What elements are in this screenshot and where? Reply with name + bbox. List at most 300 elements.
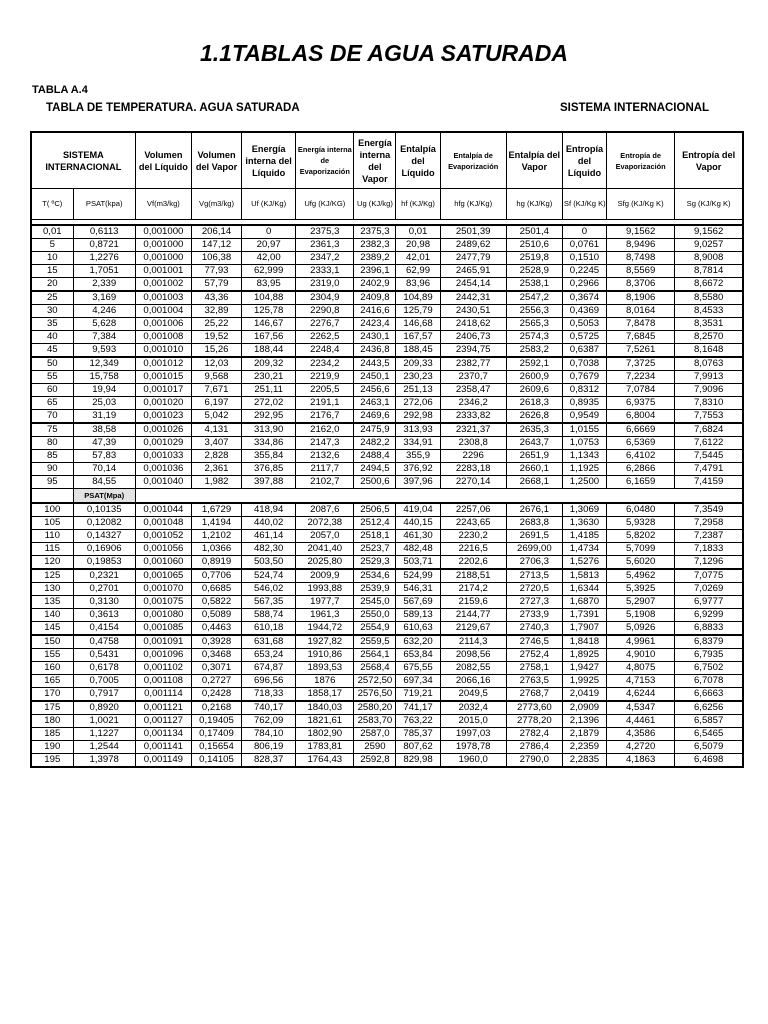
table-cell: 1,1925 bbox=[562, 463, 606, 476]
table-cell: 150 bbox=[31, 635, 73, 649]
table-cell: 6,6669 bbox=[607, 423, 675, 437]
table-cell: 1,5276 bbox=[562, 556, 606, 570]
table-cell: 2114,3 bbox=[440, 635, 506, 649]
table-cell: 610,63 bbox=[396, 622, 440, 636]
table-cell: 145 bbox=[31, 622, 73, 636]
table-cell: 75 bbox=[31, 423, 73, 437]
table-cell: 2500,6 bbox=[354, 476, 396, 489]
table-cell: 2436,8 bbox=[354, 344, 396, 358]
table-row bbox=[31, 649, 743, 662]
table-cell: 1,1227 bbox=[73, 728, 135, 741]
table-cell: 2009,9 bbox=[296, 569, 354, 583]
unit-system-label: SISTEMA INTERNACIONAL bbox=[560, 102, 710, 114]
table-cell: 2,1396 bbox=[562, 715, 606, 728]
table-cell: 2057,0 bbox=[296, 530, 354, 543]
table-cell: 2592,1 bbox=[506, 357, 562, 371]
table-cell: 376,85 bbox=[242, 463, 296, 476]
table-cell: 1,6344 bbox=[562, 583, 606, 596]
unit-header-cell: hg (KJ/Kg) bbox=[506, 189, 562, 220]
table-cell: 807,62 bbox=[396, 741, 440, 754]
table-cell: 631,68 bbox=[242, 635, 296, 649]
table-cell: 5,3925 bbox=[607, 583, 675, 596]
table-cell: 0,6113 bbox=[73, 225, 135, 239]
table-cell: 6,1659 bbox=[607, 476, 675, 489]
table-cell: 2450,1 bbox=[354, 371, 396, 384]
table-cell: 2,361 bbox=[191, 463, 241, 476]
table-cell: 6,5369 bbox=[607, 437, 675, 450]
table-row bbox=[31, 252, 743, 265]
table-cell: 6,4102 bbox=[607, 450, 675, 463]
table-cell: 440,15 bbox=[396, 517, 440, 530]
table-cell: 8,0763 bbox=[675, 357, 743, 371]
table-cell: 0,001000 bbox=[135, 225, 191, 239]
table-cell: 1,0021 bbox=[73, 715, 135, 728]
table-cell: 0,001012 bbox=[135, 357, 191, 371]
table-cell: 0,8721 bbox=[73, 239, 135, 252]
table-cell: 0,001020 bbox=[135, 397, 191, 410]
table-row bbox=[31, 662, 743, 675]
table-cell: 292,95 bbox=[242, 410, 296, 424]
table-cell: 2475,9 bbox=[354, 423, 396, 437]
table-cell: 0,8920 bbox=[73, 701, 135, 715]
table-cell: 42,00 bbox=[242, 252, 296, 265]
table-cell: 2205,5 bbox=[296, 384, 354, 397]
table-cell: 8,9008 bbox=[675, 252, 743, 265]
table-cell: 0,7038 bbox=[562, 357, 606, 371]
table-cell: 397,88 bbox=[242, 476, 296, 489]
table-cell: 2,339 bbox=[73, 278, 135, 292]
table-cell: 167,57 bbox=[396, 331, 440, 344]
table-cell: 90 bbox=[31, 463, 73, 476]
table-cell: 0,001065 bbox=[135, 569, 191, 583]
table-cell: 829,98 bbox=[396, 754, 440, 768]
table-cell: 0,16906 bbox=[73, 543, 135, 556]
table-cell: 2333,82 bbox=[440, 410, 506, 424]
table-cell: 0,001008 bbox=[135, 331, 191, 344]
table-cell: 7,2234 bbox=[607, 371, 675, 384]
table-cell: 1783,81 bbox=[296, 741, 354, 754]
table-cell: 6,9299 bbox=[675, 609, 743, 622]
table-row bbox=[31, 609, 743, 622]
table-cell: 524,99 bbox=[396, 569, 440, 583]
table-cell: 125 bbox=[31, 569, 73, 583]
table-cell: 1,0366 bbox=[191, 543, 241, 556]
table-cell: 25,22 bbox=[191, 318, 241, 331]
table-cell: 12,03 bbox=[191, 357, 241, 371]
table-cell: 2699,00 bbox=[506, 543, 562, 556]
table-cell: 7,671 bbox=[191, 384, 241, 397]
table-cell: 1,2276 bbox=[73, 252, 135, 265]
table-cell: 0,7679 bbox=[562, 371, 606, 384]
table-cell: 2290,8 bbox=[296, 305, 354, 318]
table-id: TABLA A.4 bbox=[32, 84, 88, 96]
table-cell: 589,13 bbox=[396, 609, 440, 622]
table-cell: 2626,8 bbox=[506, 410, 562, 424]
table-cell: 0,001010 bbox=[135, 344, 191, 358]
header-vf: Volumen del Líquido bbox=[135, 132, 191, 189]
table-cell: 0,001096 bbox=[135, 649, 191, 662]
table-cell: 2216,5 bbox=[440, 543, 506, 556]
table-cell: 272,06 bbox=[396, 397, 440, 410]
table-row bbox=[31, 225, 743, 239]
table-cell: 0,2168 bbox=[191, 701, 241, 715]
table-row bbox=[31, 331, 743, 344]
table-cell: 77,93 bbox=[191, 265, 241, 278]
table-cell: 251,11 bbox=[242, 384, 296, 397]
table-cell: 188,45 bbox=[396, 344, 440, 358]
table-cell: 0,4463 bbox=[191, 622, 241, 636]
table-cell: 2358,47 bbox=[440, 384, 506, 397]
unit-header-cell: Vf(m3/kg) bbox=[135, 189, 191, 220]
table-cell: 1,0155 bbox=[562, 423, 606, 437]
table-cell: 0,001108 bbox=[135, 675, 191, 688]
table-cell: 7,9913 bbox=[675, 371, 743, 384]
table-cell: 5,9328 bbox=[607, 517, 675, 530]
table-cell: 2347,2 bbox=[296, 252, 354, 265]
table-cell: 418,94 bbox=[242, 503, 296, 517]
table-cell: 38,58 bbox=[73, 423, 135, 437]
table-cell: 5,628 bbox=[73, 318, 135, 331]
table-cell: 6,6256 bbox=[675, 701, 743, 715]
table-cell: 482,30 bbox=[242, 543, 296, 556]
table-cell: 1,4185 bbox=[562, 530, 606, 543]
table-cell: 0,19405 bbox=[191, 715, 241, 728]
table-cell: 2609,6 bbox=[506, 384, 562, 397]
table-cell: 120 bbox=[31, 556, 73, 570]
table-cell: 1,7907 bbox=[562, 622, 606, 636]
table-cell: 9,1562 bbox=[675, 225, 743, 239]
table-cell: 6,8379 bbox=[675, 635, 743, 649]
table-cell: 0,7917 bbox=[73, 688, 135, 702]
table-cell: 785,37 bbox=[396, 728, 440, 741]
table-cell: 2668,1 bbox=[506, 476, 562, 489]
table-cell: 2559,5 bbox=[354, 635, 396, 649]
table-cell: 230,21 bbox=[242, 371, 296, 384]
table-cell: 8,4533 bbox=[675, 305, 743, 318]
table-cell: 653,24 bbox=[242, 649, 296, 662]
header-sg: Entropía del Vapor bbox=[675, 132, 743, 189]
table-row bbox=[31, 556, 743, 570]
table-cell: 8,7814 bbox=[675, 265, 743, 278]
table-cell: 2501,39 bbox=[440, 225, 506, 239]
table-cell: 2528,9 bbox=[506, 265, 562, 278]
table-cell: 0 bbox=[562, 225, 606, 239]
table-cell: 440,02 bbox=[242, 517, 296, 530]
table-cell: 503,71 bbox=[396, 556, 440, 570]
table-cell: 5,2907 bbox=[607, 596, 675, 609]
table-cell: 6,9375 bbox=[607, 397, 675, 410]
table-cell: 7,0269 bbox=[675, 583, 743, 596]
table-cell: 9,1562 bbox=[607, 225, 675, 239]
table-cell: 7,384 bbox=[73, 331, 135, 344]
table-cell: 209,32 bbox=[242, 357, 296, 371]
table-cell: 1961,3 bbox=[296, 609, 354, 622]
table-row bbox=[31, 688, 743, 702]
table-cell: 272,02 bbox=[242, 397, 296, 410]
table-cell: 7,4159 bbox=[675, 476, 743, 489]
table-cell: 2554,9 bbox=[354, 622, 396, 636]
table-row bbox=[31, 596, 743, 609]
table-cell: 0,6178 bbox=[73, 662, 135, 675]
table-cell: 57,79 bbox=[191, 278, 241, 292]
table-cell: 6,4698 bbox=[675, 754, 743, 768]
table-cell: 2469,6 bbox=[354, 410, 396, 424]
table-cell: 12,349 bbox=[73, 357, 135, 371]
table-cell: 5,0926 bbox=[607, 622, 675, 636]
table-row bbox=[31, 291, 743, 305]
table-row bbox=[31, 450, 743, 463]
table-cell: 0,001127 bbox=[135, 715, 191, 728]
table-cell: 6,0480 bbox=[607, 503, 675, 517]
table-cell: 2049,5 bbox=[440, 688, 506, 702]
table-cell: 2706,3 bbox=[506, 556, 562, 570]
table-cell: 0,001026 bbox=[135, 423, 191, 437]
table-cell: 1,5813 bbox=[562, 569, 606, 583]
table-cell: 2,828 bbox=[191, 450, 241, 463]
table-cell: 2098,56 bbox=[440, 649, 506, 662]
table-cell: 0,001070 bbox=[135, 583, 191, 596]
table-cell: 0,001102 bbox=[135, 662, 191, 675]
table-cell: 2538,1 bbox=[506, 278, 562, 292]
table-cell: 2574,3 bbox=[506, 331, 562, 344]
table-cell: 4,8075 bbox=[607, 662, 675, 675]
table-cell: 2147,3 bbox=[296, 437, 354, 450]
table-cell: 0,14105 bbox=[191, 754, 241, 768]
table-cell: 697,34 bbox=[396, 675, 440, 688]
table-cell: 85 bbox=[31, 450, 73, 463]
table-cell: 251,13 bbox=[396, 384, 440, 397]
table-cell: 2547,2 bbox=[506, 291, 562, 305]
table-cell: 2752,4 bbox=[506, 649, 562, 662]
header-hfg: Entalpía de Evaporización bbox=[440, 132, 506, 189]
table-cell: 0,001040 bbox=[135, 476, 191, 489]
table-cell: 2,0909 bbox=[562, 701, 606, 715]
table-cell: 0,4154 bbox=[73, 622, 135, 636]
table-cell: 2159,6 bbox=[440, 596, 506, 609]
table-cell: 105 bbox=[31, 517, 73, 530]
table-cell: 2117,7 bbox=[296, 463, 354, 476]
table-cell: 0,001114 bbox=[135, 688, 191, 702]
table-cell: 9,0257 bbox=[675, 239, 743, 252]
table-cell: 0,001015 bbox=[135, 371, 191, 384]
table-cell: 6,9777 bbox=[675, 596, 743, 609]
table-cell: 2482,2 bbox=[354, 437, 396, 450]
table-cell: 0,3130 bbox=[73, 596, 135, 609]
table-cell: 1944,72 bbox=[296, 622, 354, 636]
table-cell: 206,14 bbox=[191, 225, 241, 239]
table-cell: 740,17 bbox=[242, 701, 296, 715]
table-cell: 0,001085 bbox=[135, 622, 191, 636]
table-cell: 0,001048 bbox=[135, 517, 191, 530]
table-cell: 0,001006 bbox=[135, 318, 191, 331]
table-row bbox=[31, 437, 743, 450]
table-cell: 83,96 bbox=[396, 278, 440, 292]
table-cell: 675,55 bbox=[396, 662, 440, 675]
table-row bbox=[31, 583, 743, 596]
table-cell: 2592,8 bbox=[354, 754, 396, 768]
table-cell: 2072,38 bbox=[296, 517, 354, 530]
table-cell: 1,8925 bbox=[562, 649, 606, 662]
table-cell: 2430,51 bbox=[440, 305, 506, 318]
header-hf: Entalpía del Líquido bbox=[396, 132, 440, 189]
table-cell: 355,9 bbox=[396, 450, 440, 463]
table-cell: 115 bbox=[31, 543, 73, 556]
table-cell: 2319,0 bbox=[296, 278, 354, 292]
table-cell: 2587,0 bbox=[354, 728, 396, 741]
table-cell: 230,23 bbox=[396, 371, 440, 384]
table-cell: 8,1648 bbox=[675, 344, 743, 358]
table-cell: 0,3928 bbox=[191, 635, 241, 649]
table-cell: 30 bbox=[31, 305, 73, 318]
table-cell: 567,69 bbox=[396, 596, 440, 609]
table-cell: 60 bbox=[31, 384, 73, 397]
table-cell: 2550,0 bbox=[354, 609, 396, 622]
table-cell: 2565,3 bbox=[506, 318, 562, 331]
table-cell: 2132,6 bbox=[296, 450, 354, 463]
table-cell: 2576,50 bbox=[354, 688, 396, 702]
table-cell: 2382,3 bbox=[354, 239, 396, 252]
psat-mpa-label: PSAT(Mpa) bbox=[73, 489, 135, 504]
table-cell: 0,2428 bbox=[191, 688, 241, 702]
table-cell: 2032,4 bbox=[440, 701, 506, 715]
table-cell: 130 bbox=[31, 583, 73, 596]
table-cell: 376,92 bbox=[396, 463, 440, 476]
table-cell: 1,4194 bbox=[191, 517, 241, 530]
table-cell: 2733,9 bbox=[506, 609, 562, 622]
table-cell: 19,94 bbox=[73, 384, 135, 397]
table-cell: 2713,5 bbox=[506, 569, 562, 583]
table-cell: 5,6020 bbox=[607, 556, 675, 570]
table-cell: 2,2835 bbox=[562, 754, 606, 768]
table-cell: 2529,3 bbox=[354, 556, 396, 570]
table-cell: 2443,5 bbox=[354, 357, 396, 371]
table-cell: 135 bbox=[31, 596, 73, 609]
table-cell: 2465,91 bbox=[440, 265, 506, 278]
table-cell: 1,9925 bbox=[562, 675, 606, 688]
header-ufg: Energía interna de Evaporización bbox=[296, 132, 354, 189]
table-cell: 15 bbox=[31, 265, 73, 278]
table-cell: 1,2544 bbox=[73, 741, 135, 754]
table-cell: 2402,9 bbox=[354, 278, 396, 292]
table-cell: 170 bbox=[31, 688, 73, 702]
table-cell: 0,001134 bbox=[135, 728, 191, 741]
table-cell: 2230,2 bbox=[440, 530, 506, 543]
table-cell: 461,14 bbox=[242, 530, 296, 543]
table-row bbox=[31, 543, 743, 556]
table-cell: 6,6663 bbox=[675, 688, 743, 702]
table-cell: 2523,7 bbox=[354, 543, 396, 556]
table-cell: 2676,1 bbox=[506, 503, 562, 517]
table-cell: 2082,55 bbox=[440, 662, 506, 675]
unit-header-cell: Sfg (KJ/Kg K) bbox=[607, 189, 675, 220]
table-cell: 2727,3 bbox=[506, 596, 562, 609]
table-cell: 146,67 bbox=[242, 318, 296, 331]
table-cell: 2763,5 bbox=[506, 675, 562, 688]
table-cell: 20,98 bbox=[396, 239, 440, 252]
table-cell: 2066,16 bbox=[440, 675, 506, 688]
table-cell: 2501,4 bbox=[506, 225, 562, 239]
table-cell: 7,1296 bbox=[675, 556, 743, 570]
table-cell: 0,8312 bbox=[562, 384, 606, 397]
table-cell: 5,1908 bbox=[607, 609, 675, 622]
table-cell: 1821,61 bbox=[296, 715, 354, 728]
table-cell: 2635,3 bbox=[506, 423, 562, 437]
table-cell: 4,4461 bbox=[607, 715, 675, 728]
table-cell: 209,33 bbox=[396, 357, 440, 371]
table-cell: 419,04 bbox=[396, 503, 440, 517]
table-cell: 6,7935 bbox=[675, 649, 743, 662]
table-cell: 57,83 bbox=[73, 450, 135, 463]
table-cell: 2102,7 bbox=[296, 476, 354, 489]
table-cell: 7,8310 bbox=[675, 397, 743, 410]
table-cell: 175 bbox=[31, 701, 73, 715]
table-cell: 7,3725 bbox=[607, 357, 675, 371]
unit-header-cell: Ufg (KJ/KG) bbox=[296, 189, 354, 220]
table-cell: 106,38 bbox=[191, 252, 241, 265]
table-cell: 47,39 bbox=[73, 437, 135, 450]
table-cell: 8,3531 bbox=[675, 318, 743, 331]
table-cell: 2568,4 bbox=[354, 662, 396, 675]
table-cell: 0,001091 bbox=[135, 635, 191, 649]
table-cell: 2406,73 bbox=[440, 331, 506, 344]
table-cell: 719,21 bbox=[396, 688, 440, 702]
table-cell: 1764,43 bbox=[296, 754, 354, 768]
table-cell: 0,001029 bbox=[135, 437, 191, 450]
table-cell: 31,19 bbox=[73, 410, 135, 424]
table-cell: 2773,60 bbox=[506, 701, 562, 715]
table-cell: 2488,4 bbox=[354, 450, 396, 463]
table-cell: 762,09 bbox=[242, 715, 296, 728]
table-cell: 2191,1 bbox=[296, 397, 354, 410]
table-cell: 2,2359 bbox=[562, 741, 606, 754]
table-cell: 80 bbox=[31, 437, 73, 450]
table-cell: 524,74 bbox=[242, 569, 296, 583]
table-cell: 0,001002 bbox=[135, 278, 191, 292]
table-cell: 0,2321 bbox=[73, 569, 135, 583]
table-cell: 5,7099 bbox=[607, 543, 675, 556]
table-cell: 7,3549 bbox=[675, 503, 743, 517]
table-cell: 2396,1 bbox=[354, 265, 396, 278]
table-cell: 45 bbox=[31, 344, 73, 358]
table-cell: 155 bbox=[31, 649, 73, 662]
table-cell: 567,35 bbox=[242, 596, 296, 609]
table-cell: 2583,2 bbox=[506, 344, 562, 358]
table-cell: 19,52 bbox=[191, 331, 241, 344]
table-cell: 0,7005 bbox=[73, 675, 135, 688]
table-cell: 2651,9 bbox=[506, 450, 562, 463]
table-cell: 0,0761 bbox=[562, 239, 606, 252]
table-cell: 0,001052 bbox=[135, 530, 191, 543]
table-cell: 2283,18 bbox=[440, 463, 506, 476]
unit-header-cell: PSAT(kpa) bbox=[73, 189, 135, 220]
table-cell: 20,97 bbox=[242, 239, 296, 252]
table-cell: 7,0784 bbox=[607, 384, 675, 397]
table-cell: 588,74 bbox=[242, 609, 296, 622]
table-cell: 1840,03 bbox=[296, 701, 354, 715]
page-title: 1.1TABLAS DE AGUA SATURADA bbox=[199, 40, 568, 66]
table-cell: 1,3630 bbox=[562, 517, 606, 530]
table-cell: 2041,40 bbox=[296, 543, 354, 556]
table-row bbox=[31, 635, 743, 649]
table-cell: 2219,9 bbox=[296, 371, 354, 384]
table-cell: 10 bbox=[31, 252, 73, 265]
table-cell: 7,7553 bbox=[675, 410, 743, 424]
table-cell: 7,9096 bbox=[675, 384, 743, 397]
table-cell: 2782,4 bbox=[506, 728, 562, 741]
table-cell: 0,10135 bbox=[73, 503, 135, 517]
table-cell: 0,5089 bbox=[191, 609, 241, 622]
table-cell: 40 bbox=[31, 331, 73, 344]
